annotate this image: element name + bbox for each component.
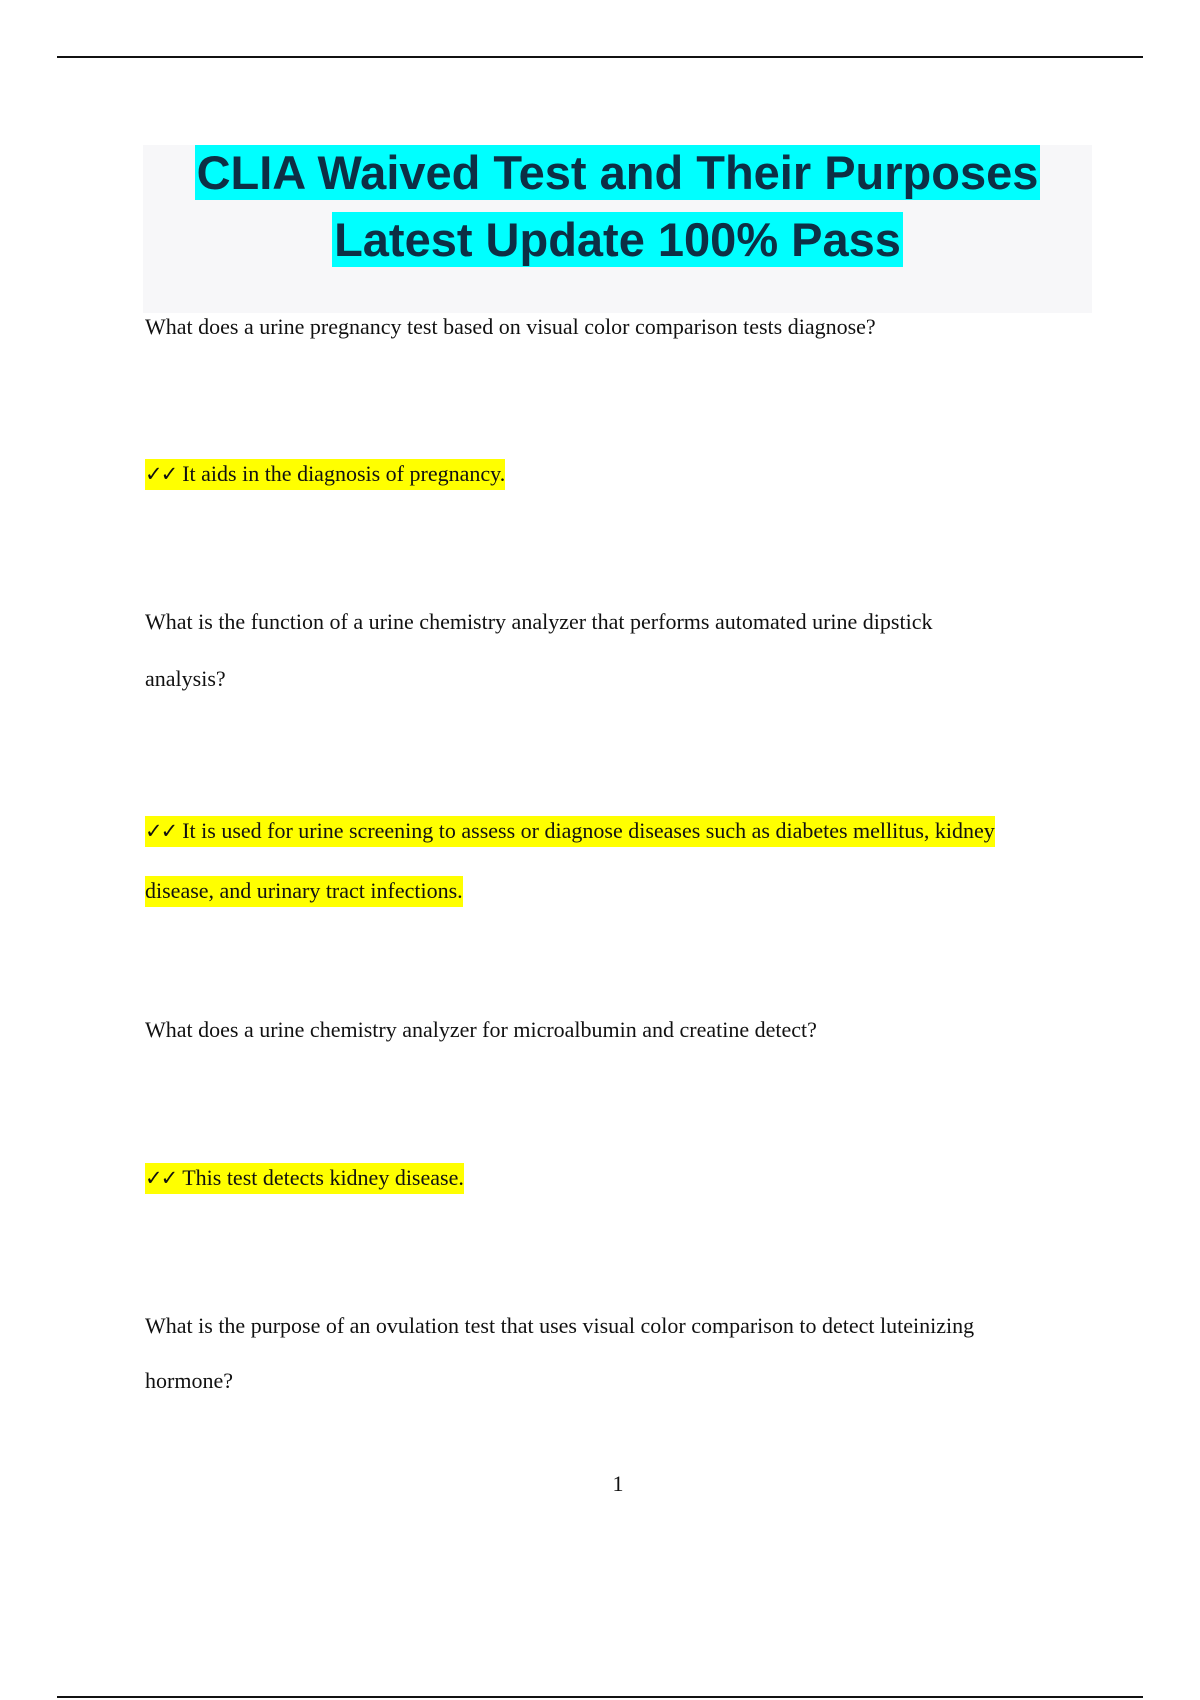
question-4-text-line-1: What is the purpose of an ovulation test that uses visual color comparison to detect luteinizing (145, 1313, 975, 1338)
question-1 (145, 299, 1095, 355)
question-2-text-line-2: analysis? (145, 666, 226, 691)
header-rule (57, 56, 1143, 58)
answer-1 (145, 443, 1095, 505)
check-mark-icon: ✓✓ (145, 819, 177, 843)
answer-2 (145, 800, 1095, 862)
question-3-text: What does a urine chemistry analyzer for microalbumin and creatine detect? (145, 1017, 817, 1042)
answer-2-text-line-1: It is used for urine screening to assess or diagnose diseases such as diabetes mellitus, kidney (182, 818, 995, 843)
answer-2-highlight-line-2 (145, 876, 463, 907)
answer-1-text: It aids in the diagnosis of pregnancy. (182, 461, 506, 486)
answer-1-highlight (145, 459, 505, 490)
answer-3-text: This test detects kidney disease. (182, 1165, 464, 1190)
question-2 (145, 594, 1095, 650)
page-number: 1 (612, 1471, 624, 1496)
question-4-text-line-2: hormone? (145, 1368, 233, 1393)
answer-3 (145, 1147, 1095, 1209)
answer-2-text-line-2: disease, and urinary tract infections. (145, 878, 463, 903)
footer-rule (57, 1696, 1143, 1698)
document-title-line-2: Latest Update 100% Pass (334, 213, 901, 266)
check-mark-icon: ✓✓ (145, 1166, 177, 1190)
question-3 (145, 1002, 1095, 1058)
answer-2-highlight-line-1 (145, 816, 995, 847)
question-4-continued (145, 1353, 1095, 1409)
question-1-text: What does a urine pregnancy test based on visual color comparison tests diagnose? (145, 314, 876, 339)
title-block (143, 145, 1092, 313)
question-2-continued (145, 651, 1095, 707)
answer-3-highlight (145, 1163, 464, 1194)
question-2-text-line-1: What is the function of a urine chemistry analyzer that performs automated urine dipstick (145, 609, 933, 634)
check-mark-icon: ✓✓ (145, 462, 177, 486)
question-4 (145, 1298, 1095, 1354)
document-title-line-1: CLIA Waived Test and Their Purposes (196, 146, 1039, 199)
answer-2-continued (145, 860, 1095, 922)
